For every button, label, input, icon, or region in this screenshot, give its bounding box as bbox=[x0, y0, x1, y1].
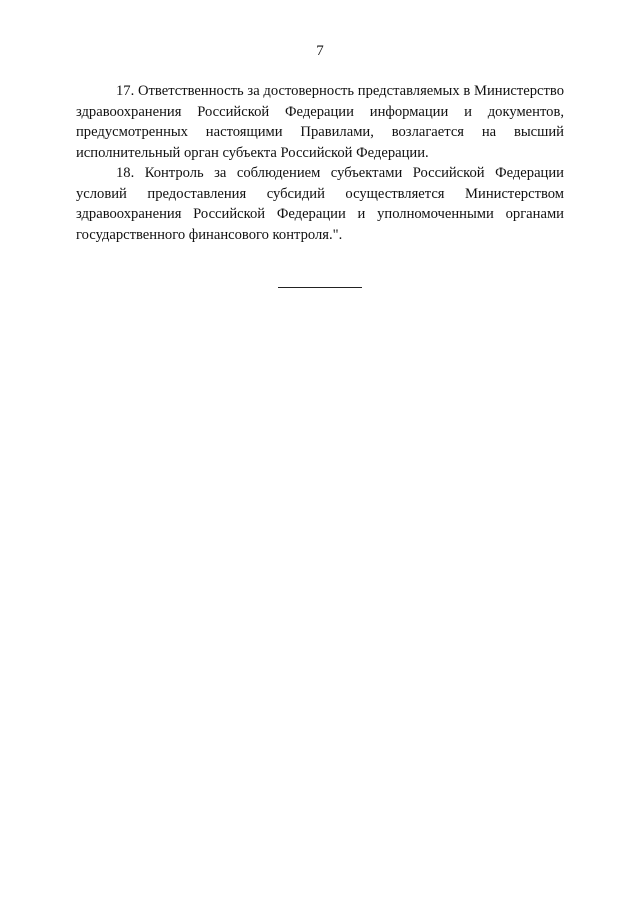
document-body bbox=[76, 81, 564, 245]
end-separator-line bbox=[278, 287, 362, 288]
page-number: 7 bbox=[316, 43, 324, 59]
paragraph-18: 18. Контроль за соблюдением субъектами Российской Федерации условий предоставления субсидий осуществляется Министерством здравоохранения Российской Федерации и уполномоченными органами государственного финансового контроля.". bbox=[76, 165, 564, 243]
paragraph-17: 17. Ответственность за достоверность представляемых в Министерство здравоохранения Российской Федерации информации и документов, предусмотренных настоящими Правилами, возлагается на высший исполнительный орган субъекта Российской Федерации. bbox=[76, 83, 564, 161]
